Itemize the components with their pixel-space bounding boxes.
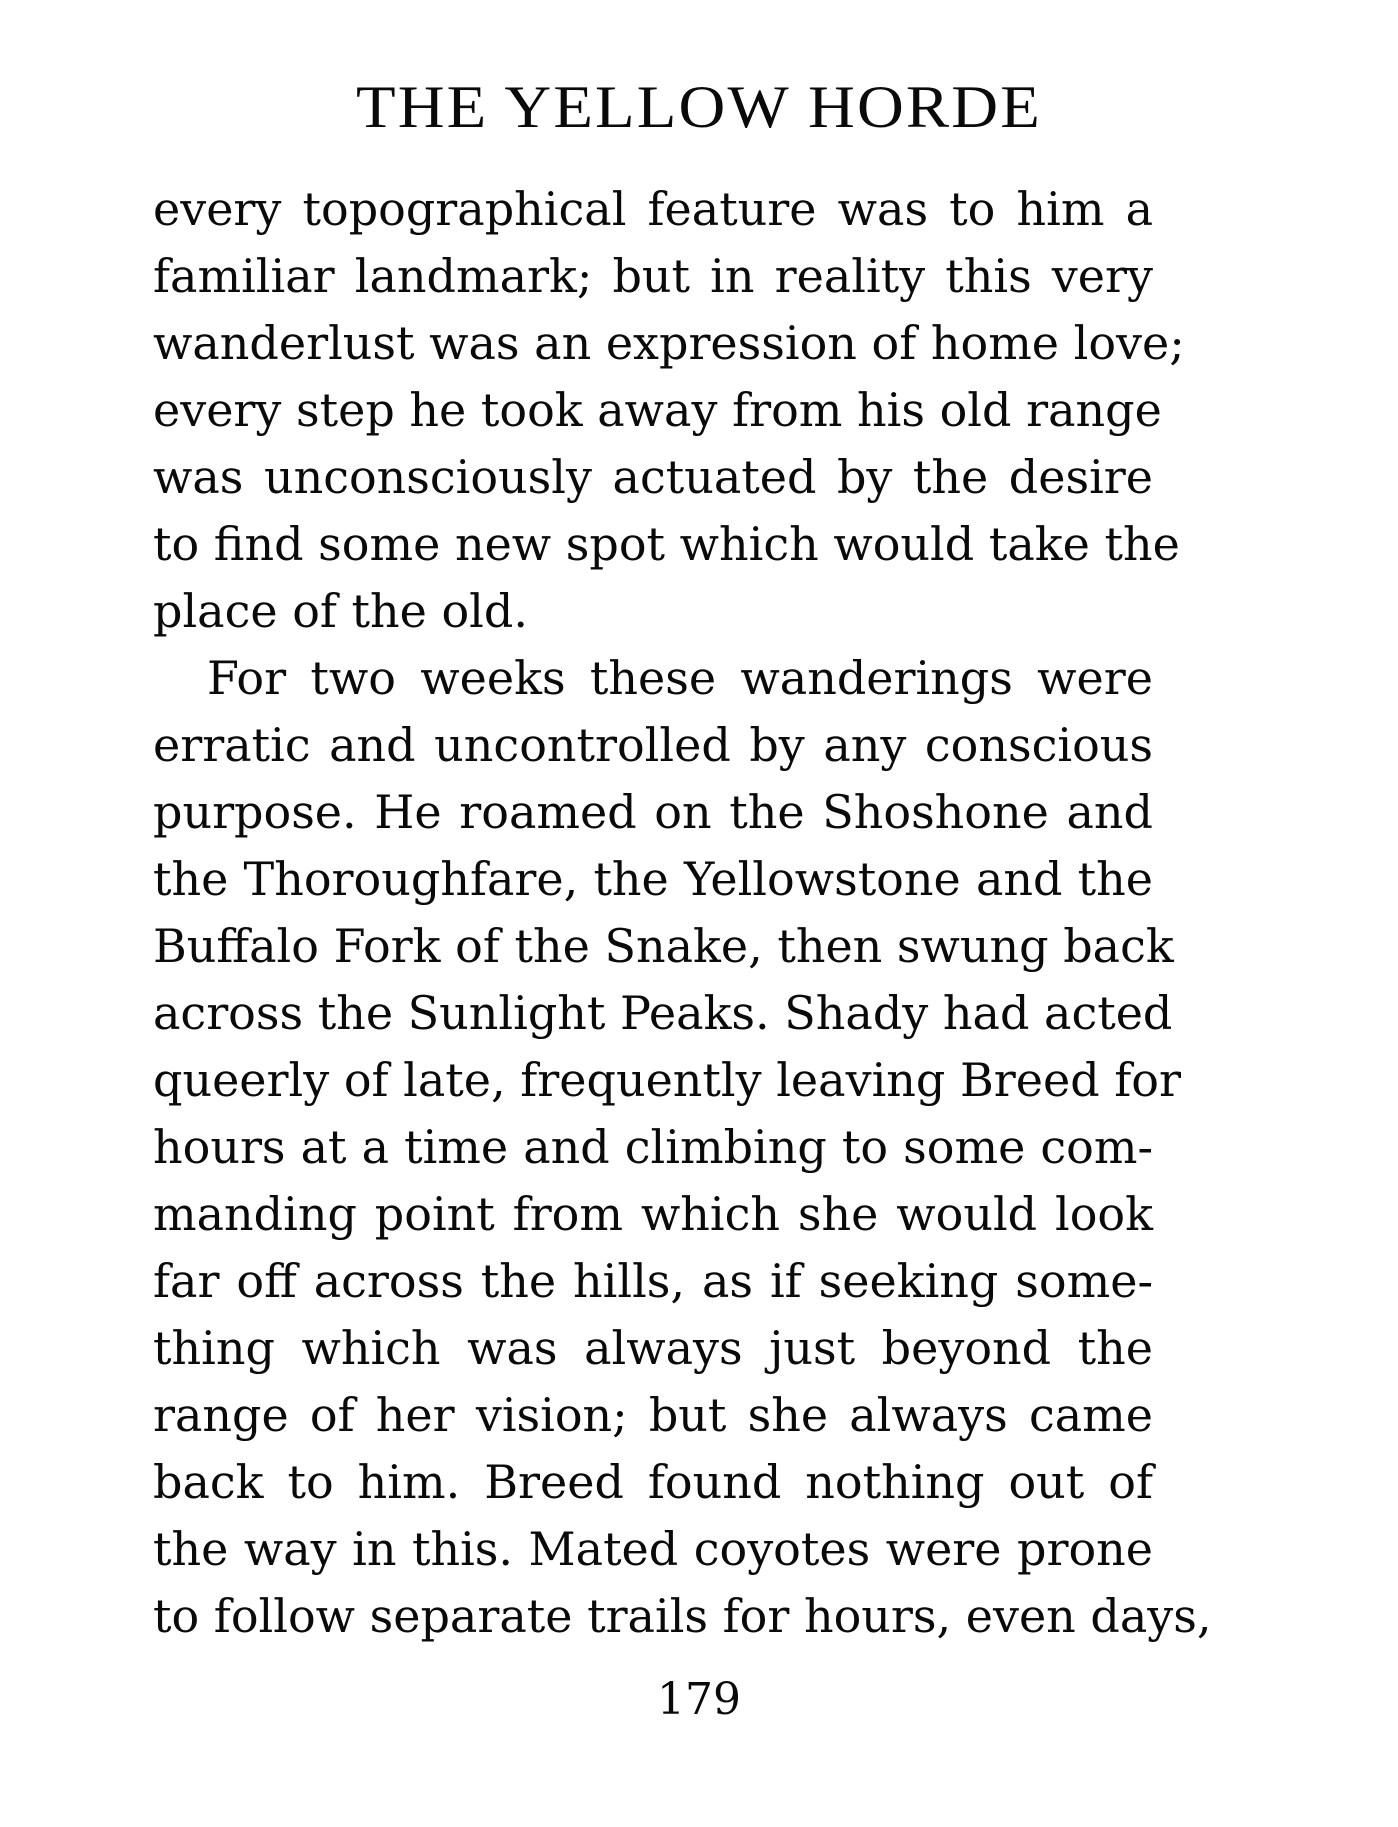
text-line: the Thoroughfare, the Yellowstone and the [153, 852, 1153, 906]
text-line: place of the old. [153, 584, 528, 638]
paragraph-1 [153, 176, 1185, 645]
paragraph-2 [153, 645, 1212, 1650]
running-head-title: THE YELLOW HORDE [355, 74, 1043, 140]
page-number: 179 [657, 1674, 741, 1725]
text-line: back to him. Breed found nothing out of [153, 1455, 1153, 1509]
text-line: to follow separate trails for hours, even days, [153, 1589, 1212, 1643]
text-line: thing which was always just beyond the [153, 1321, 1153, 1375]
text-line: erratic and uncontrolled by any conscious [153, 718, 1153, 772]
text-line: was unconsciously actuated by the desire [153, 450, 1153, 504]
text-line: far off across the hills, as if seeking some- [153, 1254, 1153, 1308]
text-line: wanderlust was an expression of home love; [153, 316, 1185, 370]
text-line: across the Sunlight Peaks. Shady had acted [153, 986, 1173, 1040]
text-line: familiar landmark; but in reality this very [153, 249, 1153, 303]
text-line: Buffalo Fork of the Snake, then swung back [153, 919, 1174, 973]
text-line: queerly of late, frequently leaving Breed for [153, 1053, 1181, 1107]
text-line: purpose. He roamed on the Shoshone and [153, 785, 1153, 839]
text-line: every step he took away from his old range [153, 383, 1162, 437]
text-line: to find some new spot which would take the [153, 517, 1180, 571]
text-line: manding point from which she would look [153, 1187, 1153, 1241]
text-line: hours at a time and climbing to some com- [153, 1120, 1153, 1174]
body-text [153, 176, 1212, 1650]
text-line: the way in this. Mated coyotes were prone [153, 1522, 1153, 1576]
text-line: every topographical feature was to him a [153, 182, 1153, 236]
text-line: range of her vision; but she always came [153, 1388, 1153, 1442]
text-line: For two weeks these wanderings were [207, 651, 1153, 705]
